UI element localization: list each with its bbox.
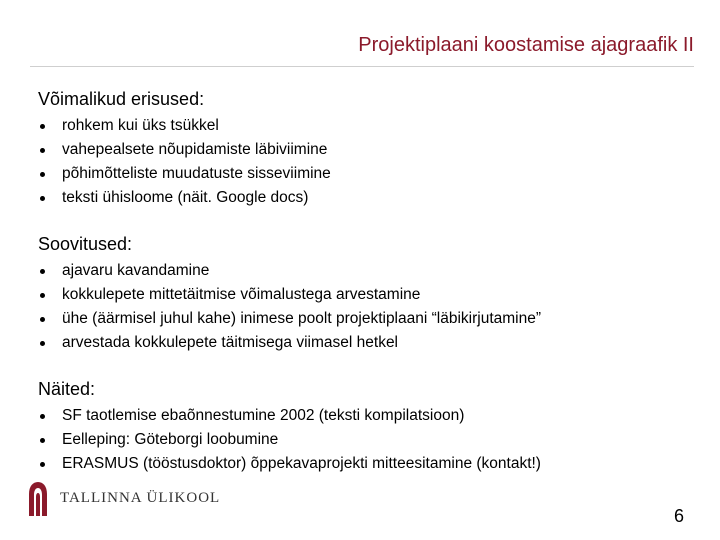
section-possible-differences xyxy=(38,88,331,210)
bullet-icon xyxy=(40,269,45,274)
bullet-icon xyxy=(40,317,45,322)
list-item: arvestada kokkulepete täitmisega viimasel hetkel xyxy=(38,331,541,355)
bullet-list xyxy=(38,114,331,210)
bullet-icon xyxy=(40,172,45,177)
list-item: rohkem kui üks tsükkel xyxy=(38,114,331,138)
list-item: põhimõtteliste muudatuste sisseviimine xyxy=(38,162,331,186)
bullet-icon xyxy=(40,438,45,443)
section-recommendations xyxy=(38,233,541,355)
bullet-icon xyxy=(40,196,45,201)
list-item: teksti ühisloome (näit. Google docs) xyxy=(38,186,331,210)
title-divider xyxy=(30,66,694,67)
list-item: ühe (äärmisel juhul kahe) inimese poolt projektiplaani “läbikirjutamine” xyxy=(38,307,541,331)
page-number: 6 xyxy=(673,506,684,526)
section-heading: Näited: xyxy=(38,379,96,399)
section-examples xyxy=(38,378,541,476)
list-item: SF taotlemise ebaõnnestumine 2002 (teksti kompilatsioon) xyxy=(38,404,541,428)
university-logo xyxy=(26,480,220,516)
list-item: ERASMUS (tööstusdoktor) õppekavaprojekti mitteesitamine (kontakt!) xyxy=(38,452,541,476)
section-heading: Võimalikud erisused: xyxy=(38,89,205,109)
list-item: Eelleping: Göteborgi loobumine xyxy=(38,428,541,452)
bullet-icon xyxy=(40,124,45,129)
bullet-icon xyxy=(40,414,45,419)
slide-title: Projektiplaani koostamise ajagraafik II xyxy=(358,34,694,56)
list-item: kokkulepete mittetäitmise võimalustega arvestamine xyxy=(38,283,541,307)
logo-text: TALLINNA ÜLIKOOL xyxy=(60,489,221,506)
bullet-icon xyxy=(40,293,45,298)
bullet-list xyxy=(38,259,541,355)
university-emblem-icon xyxy=(26,480,50,516)
section-heading: Soovitused: xyxy=(38,234,133,254)
bullet-icon xyxy=(40,462,45,467)
list-item: ajavaru kavandamine xyxy=(38,259,541,283)
bullet-icon xyxy=(40,341,45,346)
bullet-icon xyxy=(40,148,45,153)
list-item: vahepealsete nõupidamiste läbiviimine xyxy=(38,138,331,162)
bullet-list xyxy=(38,404,541,476)
